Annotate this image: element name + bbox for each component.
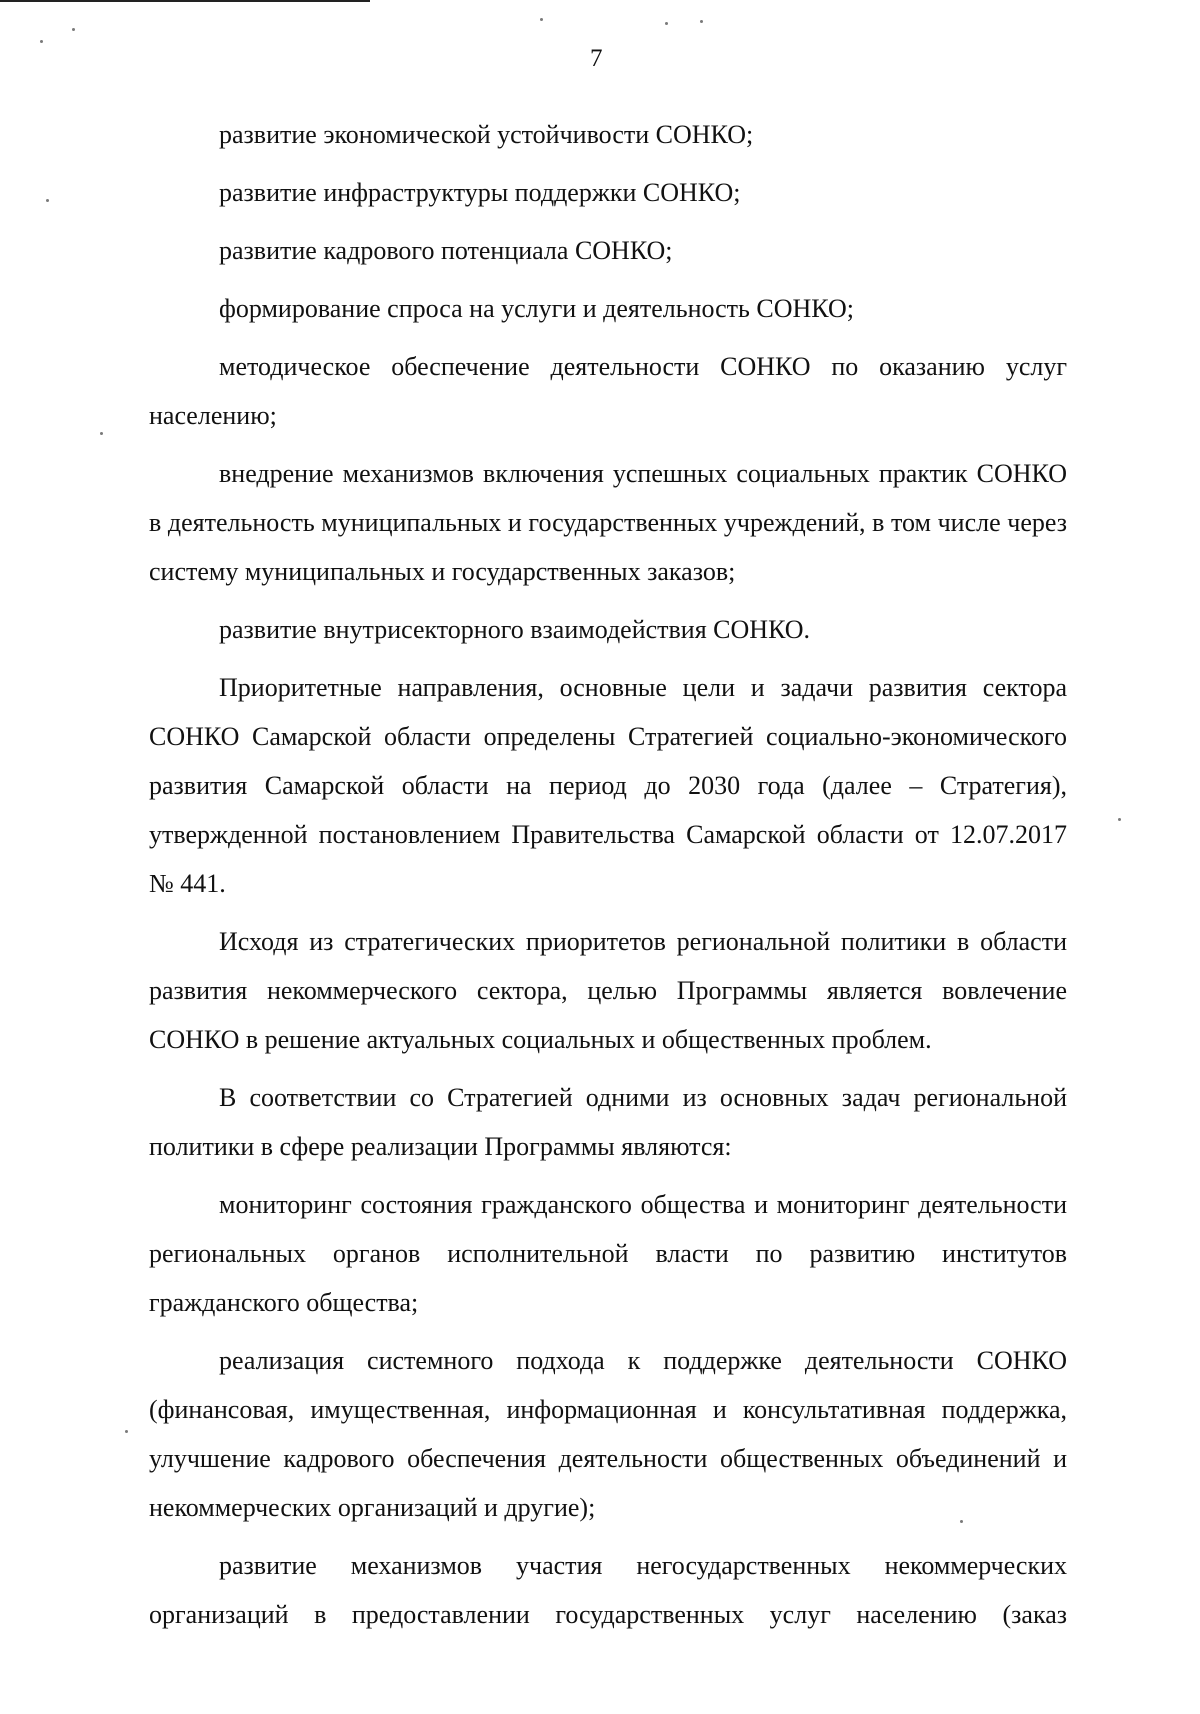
paragraph: реализация системного подхода к поддержке деятельности СОНКО (финансовая, имущественная, информационная и консультативная поддержка, улучшение кадрового обеспечения деятельности общественных объединений и некоммерческих организаций и другие); (149, 1346, 1067, 1522)
scan-speck (960, 1520, 963, 1523)
paragraph: развитие внутрисекторного взаимодействия СОНКО. (219, 615, 811, 644)
paragraph: развитие экономической устойчивости СОНКО; (219, 120, 754, 149)
page-number: 7 (590, 45, 603, 72)
scan-speck (700, 20, 703, 23)
paragraph: В соответствии со Стратегией одними из основных задач региональной политики в сфере реализации Программы являются: (149, 1083, 1067, 1161)
scan-speck (72, 28, 75, 31)
scan-speck (40, 40, 43, 43)
scan-speck (100, 432, 103, 435)
document-body (149, 110, 1067, 1648)
paragraph: мониторинг состояния гражданского общества и мониторинг деятельности региональных органов исполнительной власти по развитию институтов гражданского общества; (149, 1190, 1067, 1317)
paragraph: методическое обеспечение деятельности СОНКО по оказанию услуг населению; (149, 352, 1067, 430)
paragraph: развитие кадрового потенциала СОНКО; (219, 236, 673, 265)
scan-speck (665, 22, 668, 25)
paragraph: Исходя из стратегических приоритетов региональной политики в области развития некоммерческого сектора, целью Программы является вовлечение СОНКО в решение актуальных социальных и общественных проблем. (149, 927, 1067, 1054)
scan-speck (125, 1430, 128, 1433)
paragraph: Приоритетные направления, основные цели и задачи развития сектора СОНКО Самарской области определены Стратегией социально-экономического развития Самарской области на период до 2030 года (далее – Стратегия), утвержденной постановлением Правительства Самарской области от 12.07.2017 № 441. (149, 673, 1067, 898)
paragraph: развитие инфраструктуры поддержки СОНКО; (219, 178, 741, 207)
paragraph: внедрение механизмов включения успешных социальных практик СОНКО в деятельность муниципальных и государственных учреждений, в том числе через систему муниципальных и государственных заказов; (149, 459, 1067, 586)
scan-edge-line (0, 0, 370, 2)
scan-speck (540, 18, 543, 21)
paragraph: формирование спроса на услуги и деятельность СОНКО; (219, 294, 854, 323)
paragraph-continued: развитие механизмов участия негосударственных некоммерческих организаций в предоставлении государственных услуг населению (заказ (149, 1551, 1067, 1629)
scan-speck (46, 199, 49, 202)
scan-speck (1118, 818, 1121, 821)
